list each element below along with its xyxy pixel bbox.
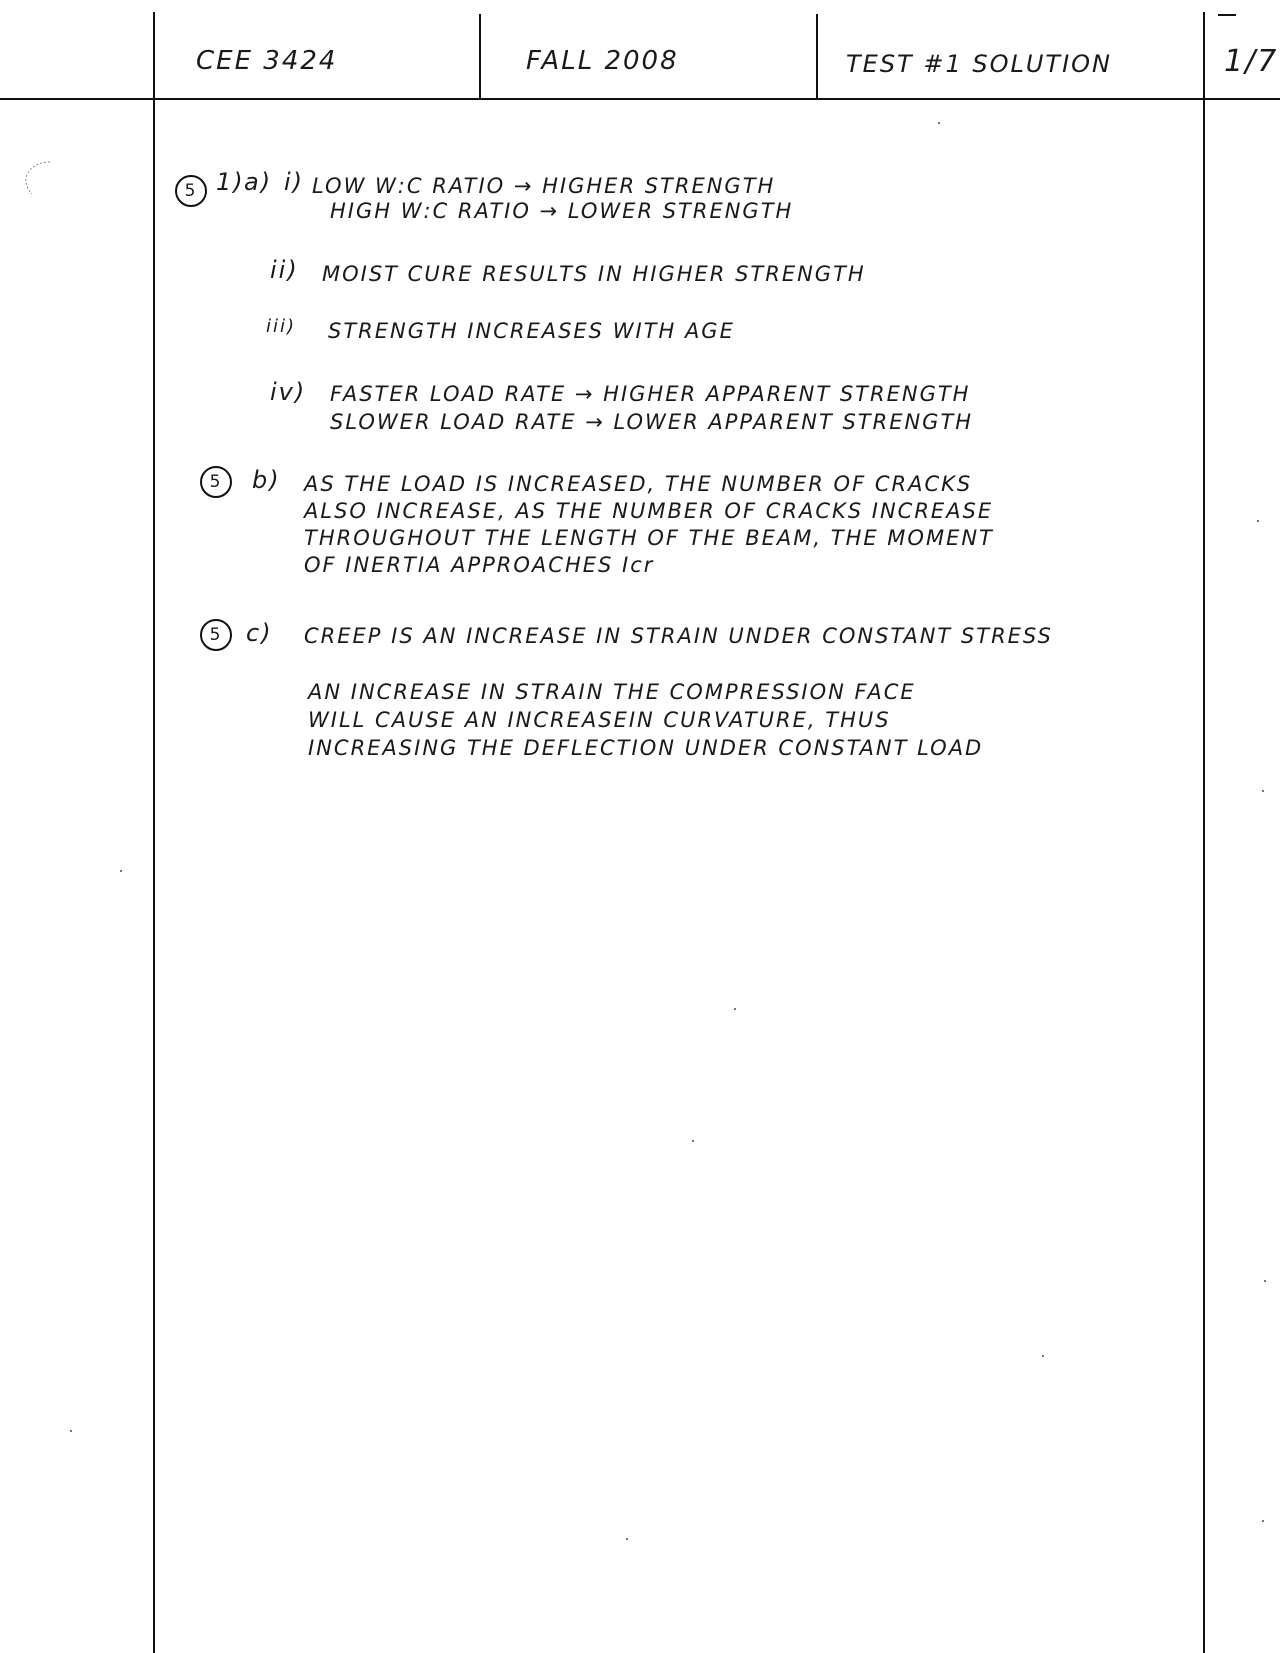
answer-1b-line-4: OF INERTIA APPROACHES Icr [304, 553, 655, 577]
answer-1c-line-3: INCREASING THE DEFLECTION UNDER CONSTANT LOAD [308, 736, 984, 760]
scan-speck [70, 1430, 72, 1432]
answer-1b-line-1: AS THE LOAD IS INCREASED, THE NUMBER OF CRACKS [304, 472, 973, 496]
scan-speck [938, 122, 940, 124]
answer-1a-ii: MOIST CURE RESULTS IN HIGHER STRENGTH [322, 262, 866, 286]
scan-speck [692, 1140, 694, 1142]
answer-1c-line-2: WILL CAUSE AN INCREASEIN CURVATURE, THUS [308, 708, 891, 732]
answer-1c-line-1: AN INCREASE IN STRAIN THE COMPRESSION FACE [308, 680, 916, 704]
answer-1c-definition: CREEP IS AN INCREASE IN STRAIN UNDER CONSTANT STRESS [304, 624, 1053, 648]
subpart-ii-label: ii) [270, 256, 299, 284]
question-number: 1) [216, 168, 245, 196]
scan-speck [1257, 520, 1259, 522]
scan-speck [1262, 1520, 1264, 1522]
scan-speck [1042, 1355, 1044, 1357]
answer-1a-iv-line-1: FASTER LOAD RATE → HIGHER APPARENT STRENGTH [330, 382, 971, 406]
header-bottom-rule [0, 98, 1280, 100]
scan-speck [1262, 790, 1264, 792]
part-a-label: a) [244, 168, 273, 196]
corner-dash [1218, 14, 1236, 16]
scan-speck [120, 870, 122, 872]
header-divider-2 [816, 14, 818, 100]
scan-speck [1264, 1280, 1266, 1282]
answer-1a-i-line-1: LOW W:C RATIO → HIGHER STRENGTH [312, 174, 776, 198]
left-margin-rule [153, 12, 155, 1653]
subpart-iv-label: iv) [270, 378, 307, 406]
right-margin-rule [1203, 12, 1205, 1653]
scan-mark-left [20, 158, 60, 198]
course-code: CEE 3424 [196, 46, 338, 76]
part-c-label: c) [246, 619, 273, 647]
points-circle-1b: 5 [200, 466, 232, 498]
subpart-i-label: i) [284, 168, 305, 196]
page-number: 1/7 [1224, 44, 1279, 79]
answer-1b-line-2: ALSO INCREASE, AS THE NUMBER OF CRACKS INCREASE [304, 499, 994, 523]
answer-1a-iii: STRENGTH INCREASES WITH AGE [328, 319, 735, 343]
part-b-label: b) [252, 466, 281, 494]
document-title: TEST #1 SOLUTION [846, 50, 1112, 78]
header-divider-1 [479, 14, 481, 100]
scan-speck [734, 1008, 736, 1010]
points-circle-1a: 5 [175, 175, 207, 207]
term: FALL 2008 [526, 46, 679, 76]
points-circle-1c: 5 [200, 619, 232, 651]
answer-1a-iv-line-2: SLOWER LOAD RATE → LOWER APPARENT STRENGTH [330, 410, 974, 434]
subpart-iii-label: iii) [266, 316, 297, 337]
scan-speck [626, 1538, 628, 1540]
answer-1a-i-line-2: HIGH W:C RATIO → LOWER STRENGTH [330, 199, 794, 223]
answer-1b-line-3: THROUGHOUT THE LENGTH OF THE BEAM, THE MOMENT [304, 526, 994, 550]
